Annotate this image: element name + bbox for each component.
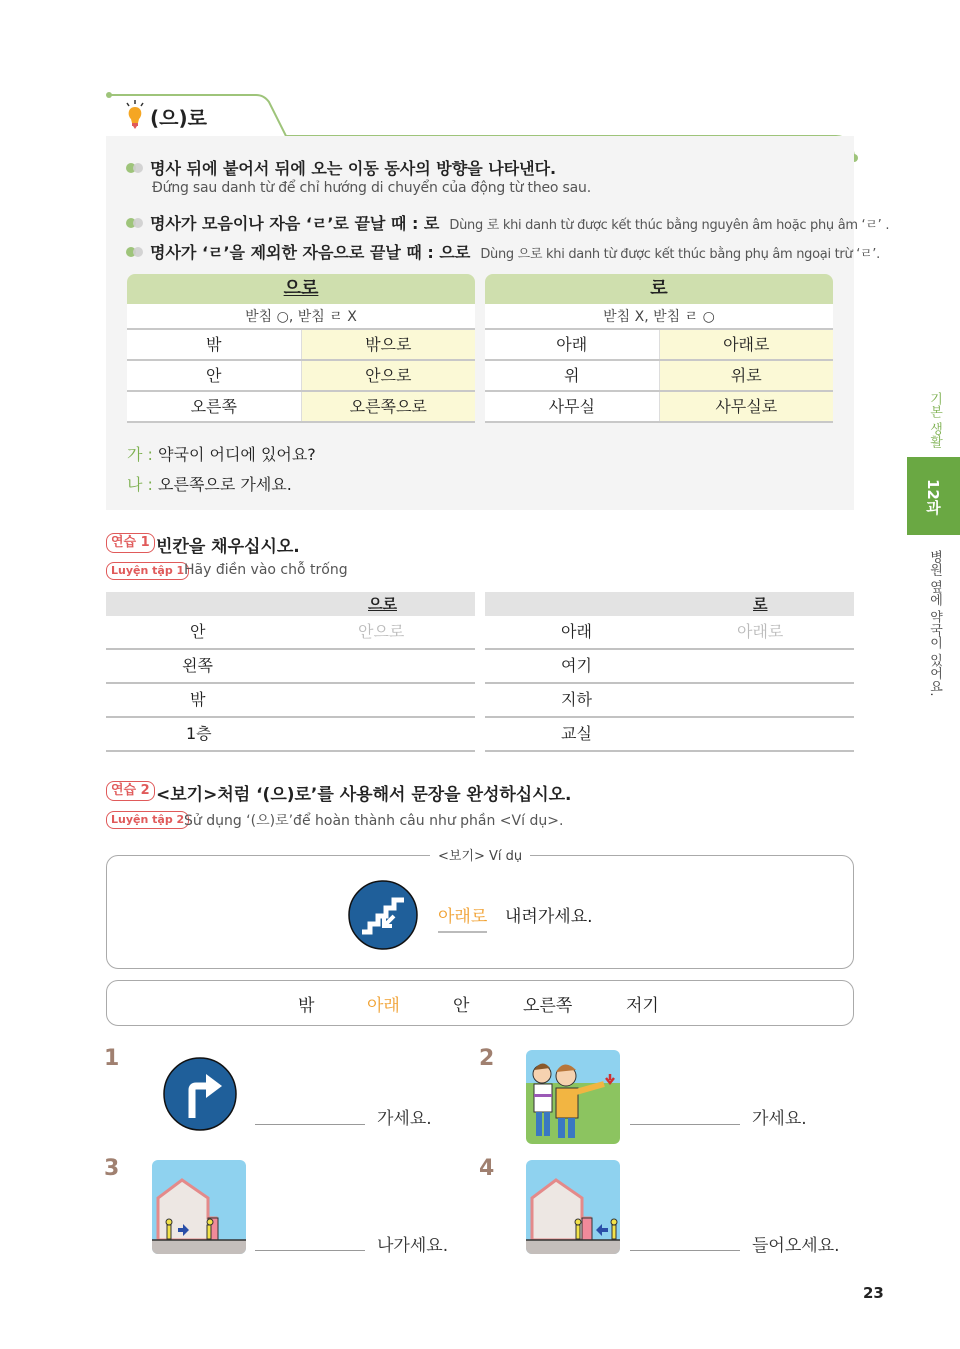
page-number: 23	[863, 1284, 884, 1302]
example-sentence-rest: 내려가세요.	[505, 907, 593, 927]
grammar-description: 명사 뒤에 붙어서 뒤에 오는 이동 동사의 방향을 나타낸다.	[126, 156, 556, 179]
table-row[interactable]: 지하	[485, 684, 854, 718]
question-number: 2	[479, 1046, 495, 1071]
grammar-description-vn: Đứng sau danh từ để chỉ hướng di chuyển của động từ theo sau.	[152, 180, 591, 196]
word-bank-item[interactable]: 밖	[298, 996, 315, 1016]
side-lesson-tab[interactable]: 12과	[907, 457, 960, 535]
boys-pointing-image	[526, 1050, 620, 1144]
exercise-2-title: <보기>처럼 ‘(으)로’를 사용해서 문장을 완성하십시오.	[156, 785, 572, 805]
exercise-1-title: 빈칸을 채우십시오.	[156, 537, 300, 557]
word-bank-item[interactable]: 저기	[626, 996, 659, 1016]
example-label: <보기> Ví dụ	[430, 845, 530, 864]
exercise-1-subtitle: Hãy điền vào chỗ trống	[184, 562, 348, 578]
dialog-line-ga: 가 : 약국이 어디에 있어요?	[127, 445, 316, 464]
exercise-2-badge: 연습 2	[106, 781, 155, 801]
table-row: 아래 아래로	[485, 330, 833, 361]
table-row[interactable]: 안 안으로	[106, 616, 475, 650]
word-bank-item[interactable]: 오른쪽	[523, 996, 573, 1016]
table-row: 안 안으로	[127, 361, 475, 392]
bullet-dots-icon	[126, 247, 144, 257]
rule-table-euro	[127, 274, 475, 423]
question-number: 1	[104, 1046, 120, 1071]
side-category: 기본 생활	[927, 392, 942, 449]
rule-table-header: 으로	[127, 274, 475, 304]
bullet-dots-icon	[126, 218, 144, 228]
bullet-dots-icon	[126, 163, 144, 173]
answer-blank[interactable]	[255, 1250, 365, 1251]
table-row: 위 위로	[485, 361, 833, 392]
question-tail: 나가세요.	[377, 1236, 449, 1256]
word-bank-item[interactable]: 안	[453, 996, 470, 1016]
answer-field[interactable]: 안으로	[358, 622, 405, 641]
grammar-title: (으)로	[150, 106, 207, 130]
exercise-1-badge-vn: Luyện tập 1	[106, 562, 189, 580]
table-row: 밖 밖으로	[127, 330, 475, 361]
rule-condition: 받침 X, 받침 ㄹ ○	[485, 304, 833, 330]
rule-table-ro	[485, 274, 833, 423]
question-tail: 가세요.	[377, 1109, 432, 1129]
table-row[interactable]: 여기	[485, 650, 854, 684]
exercise-2-badge-vn: Luyện tập 2	[106, 811, 189, 829]
question-number: 4	[479, 1156, 495, 1181]
answer-field[interactable]: 아래로	[737, 622, 784, 641]
answer-blank[interactable]	[255, 1124, 365, 1125]
table-row[interactable]: 밖	[106, 684, 475, 718]
question-tail: 들어오세요.	[752, 1236, 840, 1256]
word-bank	[106, 980, 854, 1026]
word-bank-item-used[interactable]: 아래	[367, 996, 400, 1016]
example-answer: 아래로	[438, 902, 487, 933]
grammar-rule-1: 명사가 모음이나 자음 ‘ㄹ’로 끝날 때 : 로 Dùng 로 khi danh từ được kết thúc bằng nguyên âm hoặc phụ âm ‘ㄹ’ .	[126, 211, 889, 234]
lightbulb-icon	[124, 100, 146, 130]
house-enter-image	[526, 1160, 620, 1254]
table-row[interactable]: 왼쪽	[106, 650, 475, 684]
table-row[interactable]: 교실	[485, 718, 854, 752]
table-row: 오른쪽 오른쪽으로	[127, 392, 475, 423]
exercise-1-badge: 연습 1	[106, 533, 155, 553]
fill-table-ro: 로 아래 아래로 여기 지하 교실	[485, 592, 854, 752]
exercise-2-subtitle: Sử dụng ‘(으)로’để hoàn thành câu như phần <Ví dụ>.	[184, 813, 564, 829]
grammar-rule-2: 명사가 ‘ㄹ’을 제외한 자음으로 끝날 때 : 으로 Dùng 으로 khi danh từ được kết thúc bằng phụ âm ngoại trừ ‘ㄹ’.	[126, 240, 880, 263]
turn-right-sign-icon	[162, 1056, 238, 1132]
house-exit-image	[152, 1160, 246, 1254]
table-row: 사무실 사무실로	[485, 392, 833, 423]
answer-blank[interactable]	[630, 1250, 740, 1251]
dialog-line-na: 나 : 오른쪽으로 가세요.	[127, 475, 292, 494]
question-number: 3	[104, 1156, 120, 1181]
side-lesson-title: 병원 옆에 약국이 있어요.	[927, 550, 942, 697]
table-row[interactable]: 아래 아래로	[485, 616, 854, 650]
table-row[interactable]: 1층	[106, 718, 475, 752]
rule-condition: 받침 ○, 받침 ㄹ X	[127, 304, 475, 330]
fill-table-euro: 으로 안 안으로 왼쪽 밖 1층	[106, 592, 475, 752]
stairs-down-sign-icon	[348, 880, 418, 950]
rule-table-header: 로	[485, 274, 833, 304]
answer-blank[interactable]	[630, 1124, 740, 1125]
question-tail: 가세요.	[752, 1109, 807, 1129]
